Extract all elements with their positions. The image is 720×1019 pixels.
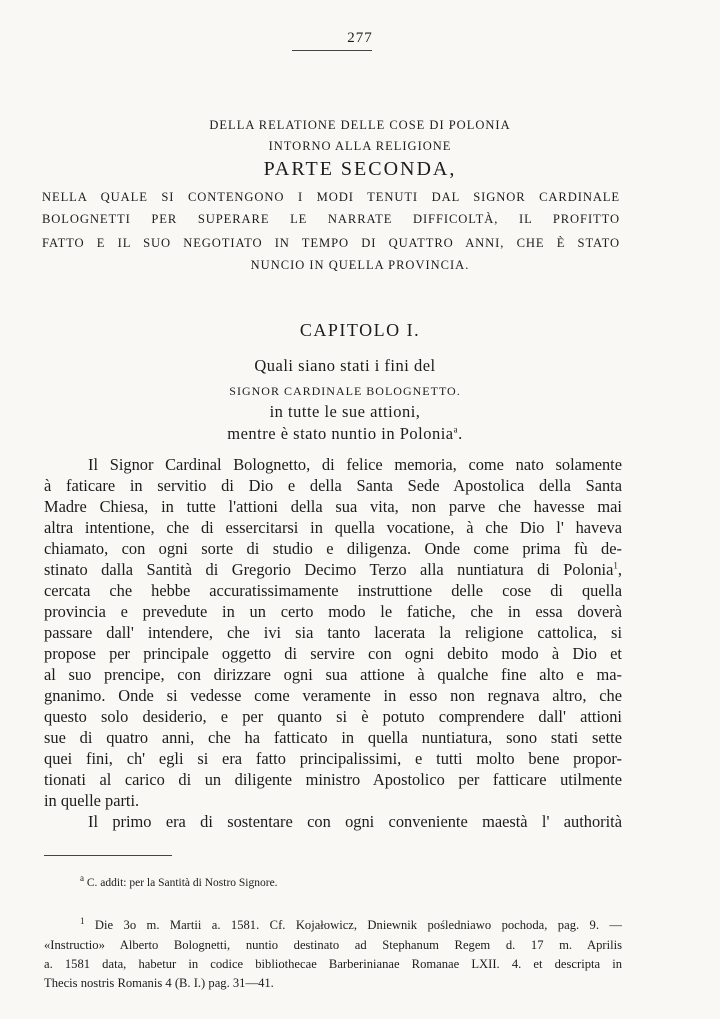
- chapter-subtitle-2: SIGNOR CARDINALE BOLOGNETTO.: [229, 384, 461, 398]
- header-line-2: INTORNO ALLA RELIGIONE: [268, 139, 452, 153]
- footnote-a-text: C. addit: per la Santità di Nostro Signore.: [86, 877, 278, 889]
- body-line-11: al suo prencipe, con dirizzare ogni sua attione à qualche fine alto e ma-: [44, 665, 622, 684]
- footnote-mark-a: a: [453, 424, 459, 435]
- chapter-subtitle-4: [0, 424, 690, 444]
- header-line-1: DELLA RELATIONE DELLE COSE DI POLONIA: [209, 118, 511, 132]
- description-line-4: NUNCIO IN QUELLA PROVINCIA.: [250, 258, 470, 272]
- body-line-1: Il Signor Cardinal Bolognetto, di felice memoria, come nato solamente: [88, 455, 622, 474]
- footnote-mark-1: 1: [613, 560, 618, 571]
- body-line-14: sue di quatro anni, che ha fatticato in quella nuntiatura, sono stati sette: [44, 728, 622, 747]
- body-line-13: questo solo desiderio, e per quanto si è potuto comprendere dall' attioni: [44, 707, 622, 726]
- body-line-15: quei fini, ch' egli si era fatto principalissimi, e tutti molto bene propor-: [44, 749, 622, 768]
- page-number-rule: [292, 50, 372, 51]
- description-line-1: NELLA QUALE SI CONTENGONO I MODI TENUTI DAL SIGNOR CARDINALE: [42, 190, 620, 204]
- description-line-3: FATTO E IL SUO NEGOTIATO IN TEMPO DI QUATTRO ANNI, CHE È STATO: [42, 236, 620, 250]
- body-line-9: passare dall' intendere, che ivi sia tanto lacerata la religione cattolica, si: [44, 623, 622, 642]
- body-line-5: chiamato, con ogni sorte di studio e diligenza. Onde come prima fù de-: [44, 539, 622, 558]
- body-line-6-end: ,: [617, 560, 622, 579]
- body-line-12: gnanimo. Onde si vedesse come veramente in esso non regnava altro, che: [44, 686, 622, 705]
- body-line-8: provincia e prevedute in un certo modo le fatiche, che in essa doverà: [44, 602, 622, 621]
- chapter-title: CAPITOLO I.: [299, 320, 421, 340]
- description-line-2: BOLOGNETTI PER SUPERARE LE NARRATE DIFFICOLTÀ, IL PROFITTO: [42, 212, 620, 226]
- footnote-a-mark: a: [80, 873, 84, 884]
- footnote-rule: [44, 855, 172, 856]
- body-line-6: [44, 560, 622, 580]
- body-line-3: Madre Chiesa, in tutte l'attioni della sua vita, non parve che havesse mai: [44, 497, 622, 516]
- footnote-1-line-1-text: Die 3o m. Martii a. 1581. Cf. Kojałowicz, Dniewnik pośledniawo pochoda, pag. 9. —: [94, 918, 622, 932]
- body-line-10: propose per principale oggetto di servire con ogni debito modo à Dio et: [44, 644, 622, 663]
- chapter-subtitle-4-end: .: [458, 424, 463, 443]
- footnote-1-line-3: a. 1581 data, habetur in codice bibliothecae Barberinianae Romanae LXII. 4. et descripta in: [44, 957, 622, 971]
- body-line-18: Il primo era di sostentare con ogni conveniente maestà l' authorità: [88, 812, 622, 831]
- footnote-1-line-1: [80, 915, 622, 933]
- body-line-7: cercata che hebbe accuratissimamente instruttione delle cose di quella: [44, 581, 622, 600]
- body-line-2: à faticare in servitio di Dio e della Santa Sede Apostolica della Santa: [44, 476, 622, 495]
- page-number: 277: [347, 30, 373, 46]
- body-line-6-text: stinato dalla Santità di Gregorio Decimo Terzo alla nuntiatura di Polonia: [44, 560, 614, 579]
- footnote-1-mark: 1: [80, 915, 85, 926]
- parte-heading: PARTE SECONDA,: [263, 158, 457, 180]
- footnote-1-line-2: «Instructio» Alberto Bolognetti, nuntio destinato ad Stephanum Regem d. 17 m. Aprilis: [44, 938, 622, 952]
- body-line-4: altra intentione, che di essercitarsi in quella vocatione, à che Dio l' haveva: [44, 518, 622, 537]
- body-line-17: in quelle parti.: [44, 791, 140, 810]
- footnote-a: [80, 873, 278, 889]
- body-line-16: tionati al carico di un diligente ministro Apostolico per fatticare utilmente: [44, 770, 622, 789]
- chapter-subtitle-1: Quali siano stati i fini del: [254, 356, 436, 375]
- chapter-subtitle-3: in tutte le sue attioni,: [269, 402, 421, 421]
- footnote-1-line-4: Thecis nostris Romanis 4 (B. I.) pag. 31—41.: [44, 976, 274, 990]
- chapter-subtitle-4-text: mentre è stato nuntio in Polonia: [227, 424, 454, 443]
